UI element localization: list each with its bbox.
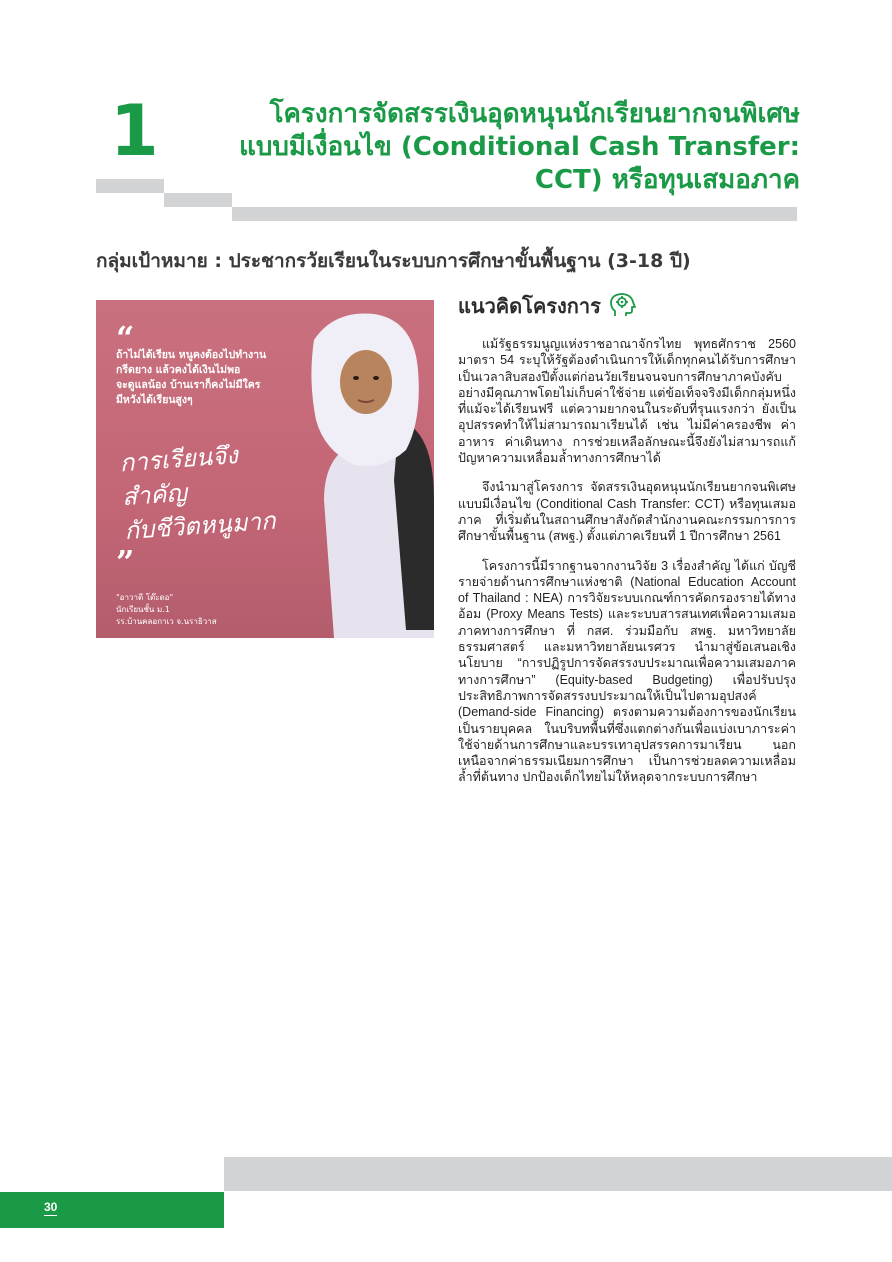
- gear-head-icon: [609, 292, 637, 320]
- quote-line: กรีดยาง แล้วคงได้เงินไม่พอ: [116, 364, 241, 376]
- quote-line: ถ้าไม่ได้เรียน หนูคงต้องไปทำงาน: [116, 349, 267, 361]
- open-quote-mark: “: [116, 319, 135, 357]
- hand-line: กับชีวิตหนูมาก: [123, 506, 277, 546]
- quote-line: จะดูแลน้อง บ้านเราก็คงไม่มีใคร: [116, 379, 261, 391]
- hand-line: สำคัญ: [121, 478, 188, 512]
- target-group: กลุ่มเป้าหมาย : ประชากรวัยเรียนในระบบการศึกษาขั้นพื้นฐาน (3-18 ปี): [96, 250, 691, 272]
- handwritten-text: [119, 434, 306, 548]
- credit-line: "อาวาตี โต๊ะดอ": [116, 593, 174, 602]
- concept-heading: แนวคิดโครงการ: [458, 294, 601, 318]
- header-bar-3: [232, 207, 797, 221]
- credit-line: รร.บ้านคลอกาเว จ.นราธิวาส: [116, 617, 217, 626]
- title-line: CCT) หรือทุนเสมอภาค: [534, 165, 800, 195]
- page-number: 30: [44, 1200, 58, 1214]
- body-paragraph: โครงการนี้มีรากฐานจากงานวิจัย 3 เรื่องสำคัญ ได้แก่ บัญชีรายจ่ายด้านการศึกษาแห่งชาติ (National Education Account of Thailand : NEA) การวิจัยระบบเกณฑ์การคัดกรองรายได้ทางอ้อม (Proxy Means Tests) และระบบสารสนเทศเพื่อความเสมอภาคทางการศึกษา ที่ กสศ. ร่วมมือกับ สพฐ. มหาวิทยาลัยธรรมศาสตร์ และมหาวิทยาลัยนเรศวร นำมาสู่ข้อเสนอเชิงนโยบาย “การปฏิรูปการจัดสรรงบประมาณเพื่อความเสมอภาคทางการศึกษา” (Equity-based Budgeting) เพื่อปรับปรุงประสิทธิภาพการจัดสรรงบประมาณให้เป็นไปตามอุปสงค์ (Demand-side Financing) ตรงตามความต้องการของนักเรียนเป็นรายบุคคล ในบริบทพื้นที่ซึ่งแตกต่างกันเพื่อแบ่งเบาภาระค่าใช้จ่ายด้านการศึกษาและบรรเทาอุปสรรคการมาเรียน นอกเหนือจากค่าธรรมเนียมการศึกษา เป็นการช่วยลดความเหลื่อมล้ำที่ต้นทาง ปกป้องเด็กไทยไม่ให้หลุดจากระบบการศึกษา: [458, 558, 796, 785]
- close-quote-mark: ”: [116, 543, 135, 581]
- title-line: แบบมีเงื่อนไข (Conditional Cash Transfer:: [239, 132, 800, 162]
- footer-bar: [224, 1157, 892, 1191]
- quote-line: มีหวังได้เรียนสูงๆ: [116, 394, 193, 406]
- page-title: [214, 98, 800, 197]
- credit-line: นักเรียนชั้น ม.1: [116, 605, 170, 614]
- student-photo: [96, 300, 434, 638]
- page-number-bar: [0, 1192, 224, 1228]
- section-number: 1: [110, 90, 159, 172]
- body-paragraph: จึงนำมาสู่โครงการ จัดสรรเงินอุดหนุนนักเรียนยากจนพิเศษแบบมีเงื่อนไข (Conditional Cash Transfer: CCT) หรือทุนเสมอภาค ที่เริ่มต้นในสถานศึกษาสังกัดสำนักงานคณะกรรมการการศึกษาขั้นพื้นฐาน (สพฐ.) ตั้งแต่ภาคเรียนที่ 1 ปีการศึกษา 2561: [458, 480, 796, 544]
- header-bar-1: [96, 179, 164, 193]
- photo-quote: [116, 348, 316, 408]
- title-line: โครงการจัดสรรเงินอุดหนุนนักเรียนยากจนพิเศษ: [269, 99, 800, 129]
- concept-body: [458, 336, 796, 799]
- photo-credit: [116, 592, 217, 628]
- hand-line: การเรียนจึง: [118, 441, 239, 478]
- concept-header: [458, 290, 637, 322]
- body-paragraph: แม้รัฐธรรมนูญแห่งราชอาณาจักรไทย พุทธศักราช 2560 มาตรา 54 ระบุให้รัฐต้องดำเนินการให้เด็กทุกคนได้รับการศึกษาเป็นเวลาสิบสองปีตั้งแต่ก่อนวัยเรียนจนจบการศึกษาภาคบังคับอย่างมีคุณภาพโดยไม่เก็บค่าใช้จ่าย แต่ข้อเท็จจริงมีเด็กกลุ่มหนึ่งที่แม้จะได้เรียนฟรี แต่ความยากจนในระดับที่รุนแรงกว่า ยังเป็นอุปสรรคทำให้ไม่สามารถมาเรียนได้ เช่น ไม่มีค่าครองชีพ ค่าอาหาร ค่าเดินทาง การช่วยเหลือลักษณะนี้จึงยังไม่สามารถแก้ปัญหาความเหลื่อมล้ำทางการศึกษาได้: [458, 337, 796, 466]
